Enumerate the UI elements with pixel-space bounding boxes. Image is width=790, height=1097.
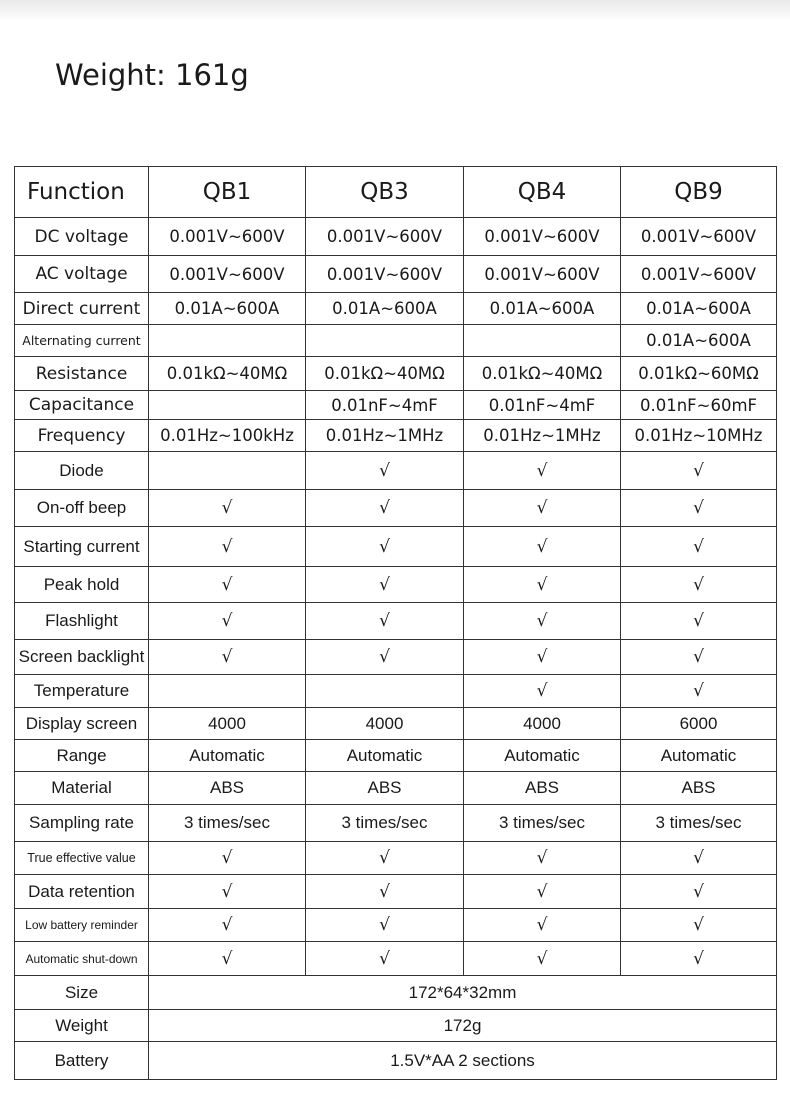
table-cell: Automatic: [149, 740, 306, 772]
row-label: Automatic shut-down: [15, 942, 149, 976]
table-row: [15, 490, 777, 527]
check-mark: √: [464, 842, 621, 875]
table-row: [15, 452, 777, 490]
merged-cell: 1.5V*AA 2 sections: [149, 1042, 777, 1080]
table-cell: [306, 325, 464, 357]
check-mark: √: [621, 875, 777, 909]
check-mark: √: [464, 875, 621, 909]
check-mark: √: [306, 452, 464, 490]
row-label: Peak hold: [15, 567, 149, 603]
check-mark: √: [149, 490, 306, 527]
header-model-qb4: QB4: [464, 167, 621, 218]
table-cell: Automatic: [306, 740, 464, 772]
header-model-qb1: QB1: [149, 167, 306, 218]
table-cell: 3 times/sec: [306, 805, 464, 842]
table-cell: 3 times/sec: [149, 805, 306, 842]
check-mark: [306, 675, 464, 708]
check-mark: √: [621, 527, 777, 567]
table-row: [15, 942, 777, 976]
check-mark: √: [621, 909, 777, 942]
table-cell: Automatic: [621, 740, 777, 772]
table-row: [15, 1042, 777, 1080]
row-label: True effective value: [15, 842, 149, 875]
header-model-qb9: QB9: [621, 167, 777, 218]
merged-cell: 172*64*32mm: [149, 976, 777, 1010]
check-mark: [149, 452, 306, 490]
check-mark: √: [306, 640, 464, 675]
check-mark: √: [149, 567, 306, 603]
check-mark: √: [149, 640, 306, 675]
check-mark: √: [464, 567, 621, 603]
check-mark: √: [464, 675, 621, 708]
row-label: Screen backlight: [15, 640, 149, 675]
table-row: [15, 805, 777, 842]
row-label: Weight: [15, 1010, 149, 1042]
table-cell: 0.001V~600V: [621, 256, 777, 293]
row-label: DC voltage: [15, 218, 149, 256]
table-cell: ABS: [621, 772, 777, 805]
table-row: [15, 708, 777, 740]
table-cell: 4000: [306, 708, 464, 740]
table-cell: [149, 391, 306, 420]
top-shadow: [0, 0, 790, 22]
check-mark: √: [149, 942, 306, 976]
weight-heading: Weight: 161g: [55, 58, 249, 92]
check-mark: √: [621, 603, 777, 640]
table-row: [15, 640, 777, 675]
table-row: [15, 218, 777, 256]
table-cell: 0.01Hz~100kHz: [149, 420, 306, 452]
table-cell: 0.01A~600A: [464, 293, 621, 325]
table-row: [15, 256, 777, 293]
row-label: Range: [15, 740, 149, 772]
table-cell: 0.001V~600V: [464, 218, 621, 256]
spec-table: [14, 166, 777, 1080]
table-cell: 0.01A~600A: [621, 325, 777, 357]
check-mark: √: [464, 527, 621, 567]
check-mark: √: [621, 942, 777, 976]
check-mark: √: [621, 452, 777, 490]
table-cell: 6000: [621, 708, 777, 740]
table-cell: ABS: [306, 772, 464, 805]
table-cell: 0.001V~600V: [149, 218, 306, 256]
row-label: Starting current: [15, 527, 149, 567]
row-label: Display screen: [15, 708, 149, 740]
check-mark: √: [306, 942, 464, 976]
table-row: [15, 976, 777, 1010]
header-function: Function: [15, 167, 149, 218]
table-row: [15, 567, 777, 603]
check-mark: √: [149, 527, 306, 567]
row-label: Material: [15, 772, 149, 805]
table-cell: 0.01Hz~10MHz: [621, 420, 777, 452]
table-cell: 0.01kΩ~40MΩ: [306, 357, 464, 391]
table-cell: 4000: [464, 708, 621, 740]
table-row: [15, 675, 777, 708]
table-cell: 0.01Hz~1MHz: [464, 420, 621, 452]
table-cell: 0.01A~600A: [621, 293, 777, 325]
check-mark: √: [306, 567, 464, 603]
table-row: [15, 527, 777, 567]
check-mark: √: [306, 527, 464, 567]
table-row: [15, 357, 777, 391]
check-mark: √: [464, 490, 621, 527]
table-cell: Automatic: [464, 740, 621, 772]
table-cell: 3 times/sec: [621, 805, 777, 842]
row-label: Sampling rate: [15, 805, 149, 842]
table-row: [15, 909, 777, 942]
table-row: [15, 293, 777, 325]
table-cell: 0.01kΩ~40MΩ: [149, 357, 306, 391]
table-row: [15, 875, 777, 909]
row-label: Temperature: [15, 675, 149, 708]
table-row: [15, 842, 777, 875]
check-mark: √: [306, 875, 464, 909]
row-label: Low battery reminder: [15, 909, 149, 942]
row-label: Capacitance: [15, 391, 149, 420]
table-cell: 0.01nF~4mF: [306, 391, 464, 420]
row-label: Diode: [15, 452, 149, 490]
table-cell: 0.01kΩ~40MΩ: [464, 357, 621, 391]
header-model-qb3: QB3: [306, 167, 464, 218]
row-label: Direct current: [15, 293, 149, 325]
table-cell: 0.001V~600V: [306, 256, 464, 293]
row-label: AC voltage: [15, 256, 149, 293]
check-mark: √: [464, 640, 621, 675]
table-row: [15, 325, 777, 357]
row-label: Alternating current: [15, 325, 149, 357]
check-mark: √: [464, 909, 621, 942]
table-cell: [149, 325, 306, 357]
check-mark: √: [149, 603, 306, 640]
merged-cell: 172g: [149, 1010, 777, 1042]
check-mark: √: [306, 842, 464, 875]
table-cell: 0.001V~600V: [621, 218, 777, 256]
row-label: Data retention: [15, 875, 149, 909]
check-mark: √: [306, 603, 464, 640]
table-cell: 3 times/sec: [464, 805, 621, 842]
table-row: [15, 772, 777, 805]
table-cell: 0.001V~600V: [464, 256, 621, 293]
table-cell: ABS: [149, 772, 306, 805]
check-mark: √: [306, 909, 464, 942]
table-cell: 0.01A~600A: [149, 293, 306, 325]
row-label: Size: [15, 976, 149, 1010]
table-cell: 0.01Hz~1MHz: [306, 420, 464, 452]
check-mark: [149, 675, 306, 708]
check-mark: √: [621, 567, 777, 603]
table-cell: 0.01nF~60mF: [621, 391, 777, 420]
table-row: [15, 603, 777, 640]
table-cell: 0.01A~600A: [306, 293, 464, 325]
row-label: On-off beep: [15, 490, 149, 527]
table-cell: 0.01kΩ~60MΩ: [621, 357, 777, 391]
table-row: [15, 420, 777, 452]
table-cell: ABS: [464, 772, 621, 805]
check-mark: √: [149, 875, 306, 909]
table-row: [15, 391, 777, 420]
check-mark: √: [149, 909, 306, 942]
row-label: Flashlight: [15, 603, 149, 640]
row-label: Frequency: [15, 420, 149, 452]
table-cell: 0.001V~600V: [306, 218, 464, 256]
table-cell: 0.001V~600V: [149, 256, 306, 293]
table-cell: 4000: [149, 708, 306, 740]
check-mark: √: [621, 842, 777, 875]
table-row: [15, 740, 777, 772]
row-label: Battery: [15, 1042, 149, 1080]
header-row: [15, 167, 777, 218]
row-label: Resistance: [15, 357, 149, 391]
check-mark: √: [464, 603, 621, 640]
check-mark: √: [621, 640, 777, 675]
table-row: [15, 1010, 777, 1042]
check-mark: √: [464, 452, 621, 490]
check-mark: √: [149, 842, 306, 875]
check-mark: √: [621, 675, 777, 708]
table-cell: [464, 325, 621, 357]
check-mark: √: [464, 942, 621, 976]
check-mark: √: [621, 490, 777, 527]
check-mark: √: [306, 490, 464, 527]
table-cell: 0.01nF~4mF: [464, 391, 621, 420]
